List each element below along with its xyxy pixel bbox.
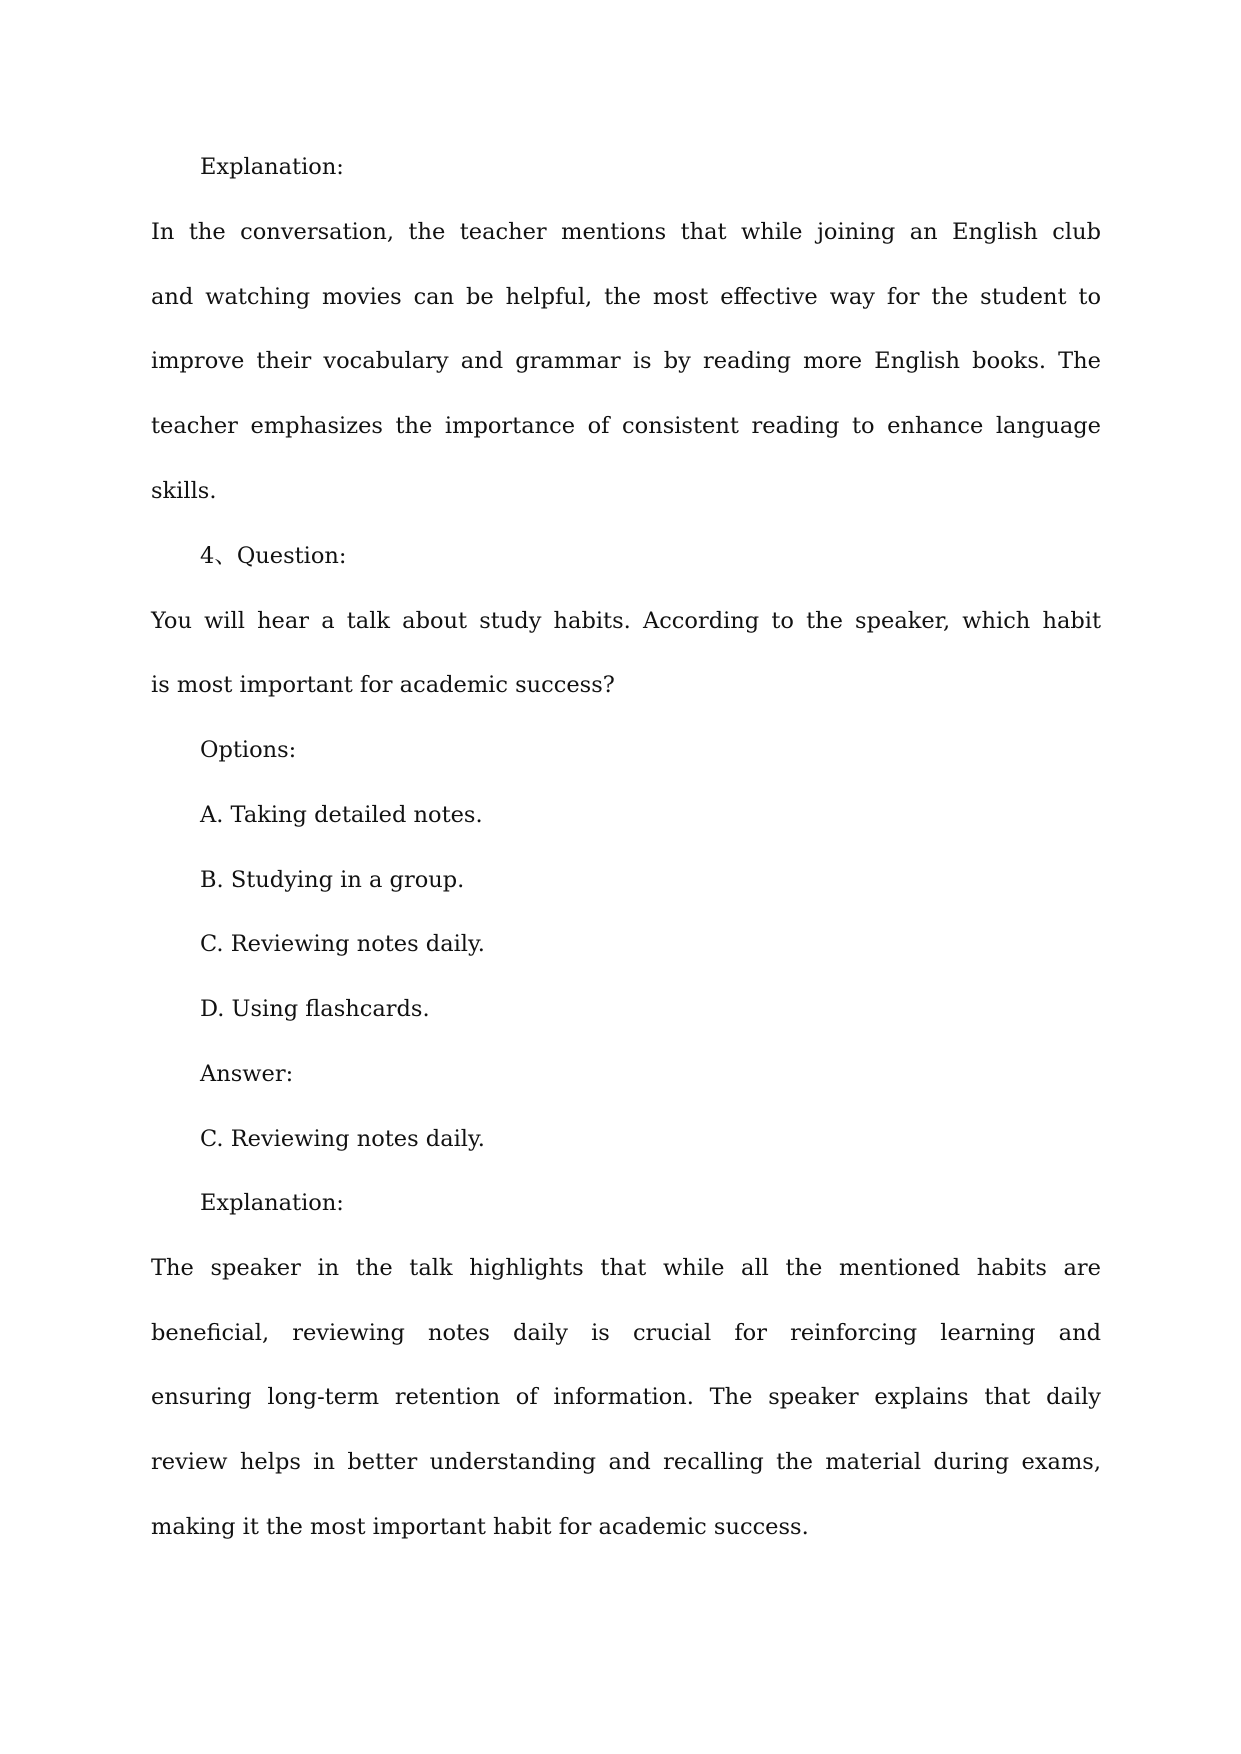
option-a: A. Taking detailed notes. <box>200 802 483 828</box>
answer-text: C. Reviewing notes daily. <box>200 1126 485 1152</box>
explanation-line: beneficial, reviewing notes daily is crucial for reinforcing learning and <box>151 1320 1101 1346</box>
question-text-line: You will hear a talk about study habits. According to the speaker, which habit <box>151 608 1101 634</box>
question-heading: 4、Question: <box>200 543 347 569</box>
option-c: C. Reviewing notes daily. <box>200 931 485 957</box>
option-b: B. Studying in a group. <box>200 867 465 893</box>
answer-label: Answer: <box>200 1061 294 1087</box>
explanation-line: review helps in better understanding and recalling the material during exams, <box>151 1449 1101 1475</box>
explanation-line: and watching movies can be helpful, the most effective way for the student to <box>151 284 1101 310</box>
explanation-line: teacher emphasizes the importance of consistent reading to enhance language <box>151 413 1101 439</box>
explanation-line: skills. <box>151 478 217 504</box>
explanation-line: The speaker in the talk highlights that while all the mentioned habits are <box>151 1255 1101 1281</box>
option-d: D. Using flashcards. <box>200 996 430 1022</box>
explanation-line: making it the most important habit for academic success. <box>151 1514 809 1540</box>
explanation-line: improve their vocabulary and grammar is by reading more English books. The <box>151 348 1101 374</box>
explanation-label: Explanation: <box>200 1190 344 1216</box>
explanation-label: Explanation: <box>200 154 344 180</box>
explanation-line: In the conversation, the teacher mentions that while joining an English club <box>151 219 1101 245</box>
options-label: Options: <box>200 737 297 763</box>
question-text-line: is most important for academic success? <box>151 672 615 698</box>
explanation-line: ensuring long-term retention of information. The speaker explains that daily <box>151 1384 1101 1410</box>
